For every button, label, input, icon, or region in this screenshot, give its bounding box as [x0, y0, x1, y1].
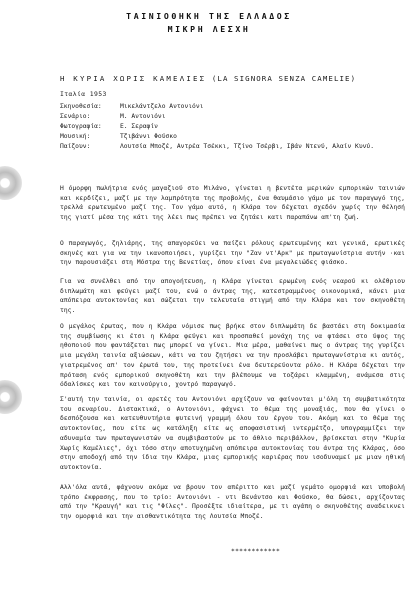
credit-value: Τζιβάννι Φούσκο — [120, 133, 177, 140]
commentary-paragraph: Αλλ'όλα αυτά, φάχνουν ακόμα να βρουν τον απέριττο και μαζί γεμάτο ομορφιά και υποβολή τρόπο έκφρασης, που το τρίο: Αντονιόνι - ντι Βενάντσο και Φούσκο, θα δώσει, αρχίζοντας από την "Κραυγή" και τις "Φίλες". Προσέξτε ιδιαίτερα, με τι αγάπη ο σκηνοθέτης αναδεικνει την ομορφιά και την αισθαντικότητα της Λουτσία Μποζέ. — [60, 484, 405, 521]
credit-row — [60, 132, 405, 142]
credit-label: Παίζουν: — [60, 143, 91, 150]
commentary-paragraph: Σ'αυτή την ταινία, οι αρετές του Αντονιόνι αρχίζουν να φαίνονται μ'όλη τη συμβατικότητα του σεναρίου. Διστακτικά, ο Αντονιόνι, φάχνει το θέμα της μοναξιάς, που θα γίνει ο δεσπόζουσα και κατευθυντήρια φυτεινή γραμμή όλου του έργου του. Ακόμη και το θέμα της αυτοκτονίας, που είτε ως κατάληξη είτε ως αποφασιστική ιντερμέτζο, υπογραμμίζει την αδυναμία των πρωταγωνιστών να συμβιβαστούν με το άθλιο περιβάλλον, βρίσκεται στην "Κυρία Χωρίς Καμέλιες", όχι τόσο στην αποτυχημένη απόπειρα αυτοκτονίας του άντρα της Κλάρας, όσο στην αποδοχή από την ίδια την Κλάρα, μιας εμπορικής καριέρας που ισοδυναμεί με μιαν ηθική αυτοκτονία. — [60, 396, 405, 471]
credit-label: Σκηνοθεσία: — [60, 103, 102, 110]
organization-name: ΤΑΙΝΙΟΘΗΚΗ ΤΗΣ ΕΛΛΑΔΟΣ — [126, 11, 292, 21]
credit-row — [60, 122, 405, 132]
credit-value: Λουτσία Μποζέ, Αντρέα Τσέκκι, Τζίνο Τσέρβι, Ιβάν Ντενύ, Αλαίν Κυνύ. — [120, 143, 375, 150]
credit-label: Μουσική: — [60, 133, 91, 140]
club-name: ΜΙΚΡΗ ΛΕΣΧΗ — [167, 24, 251, 34]
credit-row — [60, 102, 405, 112]
punch-hole — [0, 380, 22, 414]
synopsis-paragraph: Ο μεγάλος έρωτας, που η Κλάρα νόμισε πως βρήκε στον διπλωμάτη δε βαστάει στη δοκιμασία της συμβίωσης κι έτσι η Κλάρα φεύγει και προσπαθεί μονάχη της να φτάσει στο ύψος της ηθοποιού που φαντάζεται πως μπορεί να γίνει. Μια μέρα, μαθαίνει πως ο άντρας της γυρίζει μια μεγάλη ταινία αξιώσεων, κάτι να του ζητήσει να την προσλάβει πρωταγωνίστρια κι αυτός, γιατρεμένος απ' τον έρωτά του, της προτείνει ένα δευτερεύοντα ρόλο. Η Κλάρα δέχεται την πρόταση ενός εμπορικού σκηνοθέτη και την βλέπουμε να τοζάρει κλαμμένη, ανάμεσα στις όδαλίσκες και τον καινούργιο, χοντρό παραγωγό. — [60, 323, 405, 389]
punch-hole — [0, 166, 22, 200]
credit-label: Φωτογραφία: — [60, 123, 102, 130]
synopsis-paragraph: Ο παραγωγός, ζηλιάρης, της απαγορεύει να παίζει ρόλους ερωτευμένης και γενικά, ερωτικές σκηνές και για να την ικανοποιήσει, γυρίζει την "Ζαν ντ'Αρκ" με πρωταγωνίστρια αυτήν ·και την παρουσιάζει στη Μόστρα της Βενετίας, όπου είναι ένα μεγαλειώδες φιάσκο. — [60, 240, 405, 267]
credit-row — [60, 142, 405, 152]
film-title-line — [60, 74, 356, 83]
synopsis-paragraph: Η όμορφη πωλήτρια ενός μαγαζιού στο Μιλάνο, γίνεται η βεντέτα μερικών εμπορικών ταινιών και κερδίζει, μαζί με την λαμπρότητα της προβολής, ένα θαυμάσιο γάμο με τον παραγωγό της, τρελλά ερωτευμένο μαζί της. Τον γάμο αυτό, η Κλάρα τον δέχεται σχεδόν χωρίς την θέλησή της γιατί μέσα της κάτι της λέει πως πρέπει να ζητάει κατι παραπάνω απ'τη ζωή. — [60, 185, 405, 222]
film-original-title: (LA SIGNORA SENZA CAMELIE) — [211, 74, 357, 83]
credit-value: Μικελάντζελο Αντονιόνι — [120, 103, 204, 110]
credit-value: Ε. Σεραφίν — [120, 123, 158, 130]
synopsis-paragraph: Για να συνέλθει από την απογοήτευση, η Κλάρα γίνεται ερωμένη ενός νεαρού κι ολέθριου διπλωμάτη και φεύγει μαζί του, ενώ ο άντρας της, κατεστραμμένος οικονομικά, κάνει μια απόπειρα αυτοκτονίας και σώζεται την τελευταία στιγμή από την Κλάρα και τον σκηνοθέτη της. — [60, 278, 405, 315]
credit-value: Μ. Αντονιόνι — [120, 113, 166, 120]
credit-label: Σενάριο: — [60, 113, 91, 120]
credit-row — [60, 112, 405, 122]
film-title: Η ΚΥΡΙΑ ΧΩΡΙΣ ΚΑΜΕΛΙΕΣ — [60, 74, 207, 83]
credits — [60, 102, 405, 152]
end-separator: ************ — [231, 548, 281, 555]
country-year: Ιταλία 1953 — [60, 90, 107, 98]
